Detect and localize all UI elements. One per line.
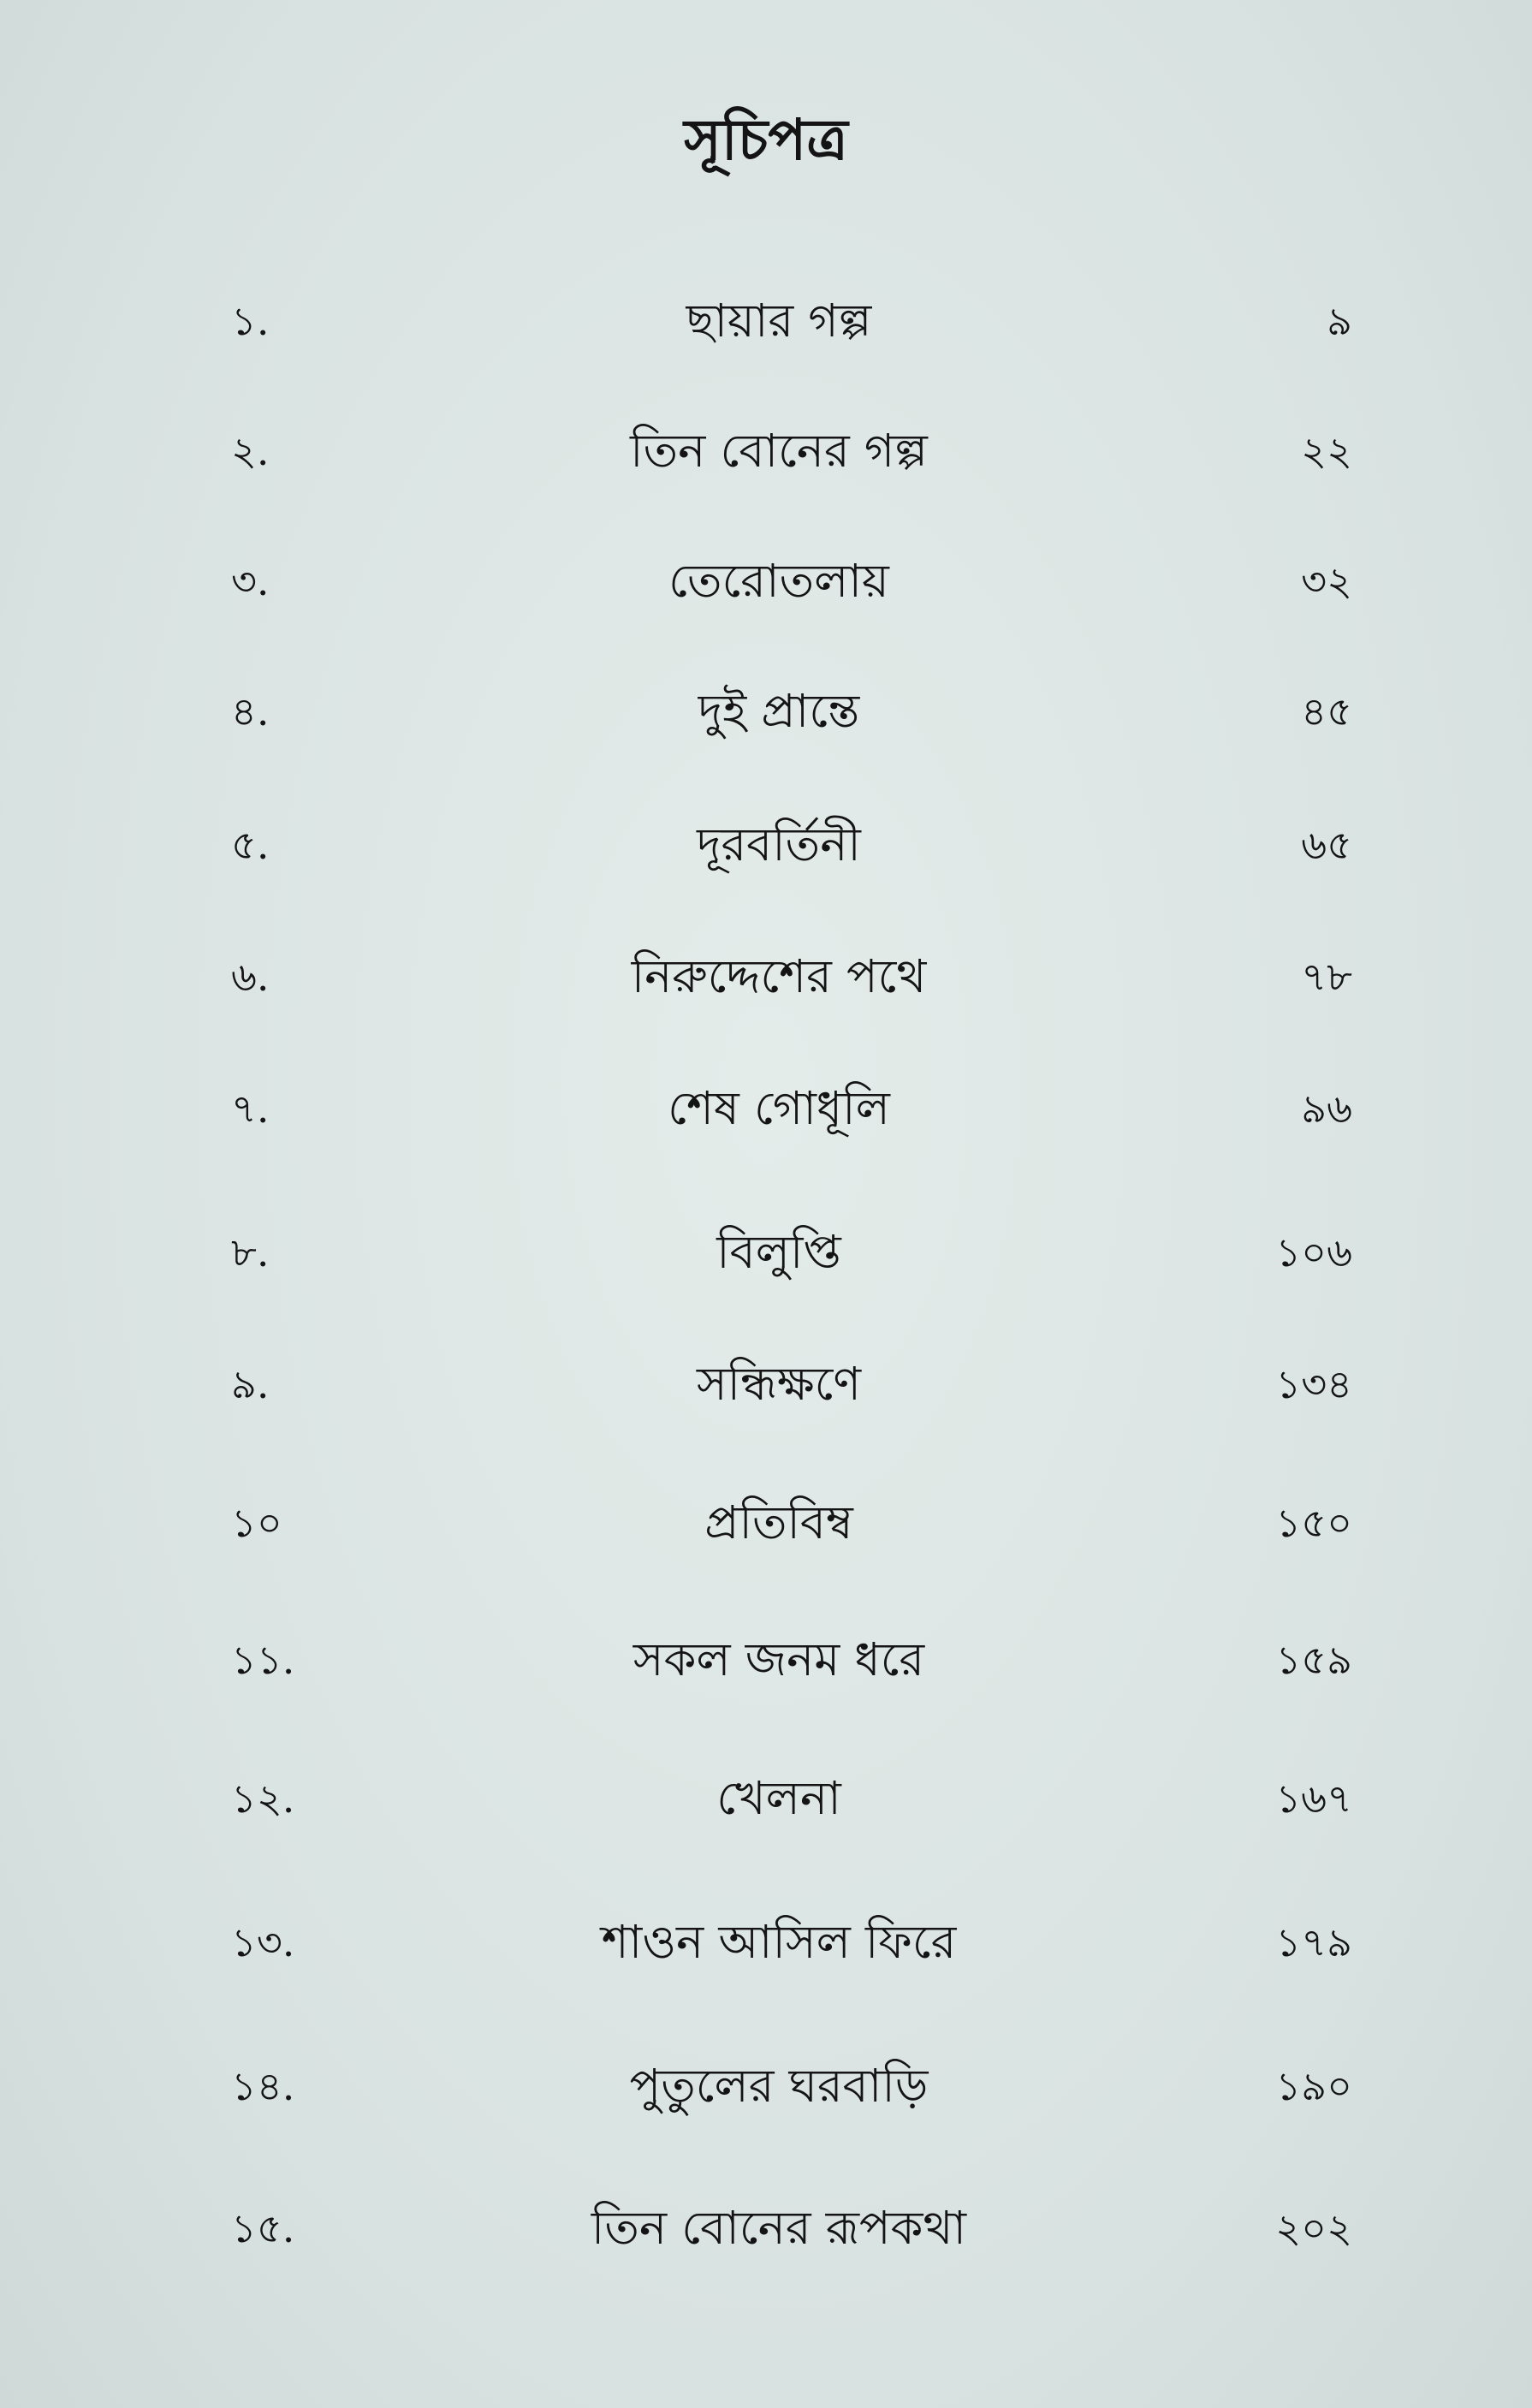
toc-entry xyxy=(0,1484,1532,1561)
entry-page: ১৩৪ xyxy=(1275,1361,1352,1407)
entry-number: ১১. xyxy=(231,1637,295,1683)
entry-title: সন্ধিক্ষণে xyxy=(697,1357,861,1411)
entry-number: ৮. xyxy=(231,1229,270,1275)
entry-title: তিন বোনের রূপকথা xyxy=(591,2201,967,2255)
entry-page: ২২ xyxy=(1301,428,1352,474)
toc-entry xyxy=(0,1760,1532,1837)
entry-title: প্রতিবিম্ব xyxy=(704,1495,853,1549)
entry-page: ৪৫ xyxy=(1301,688,1352,734)
entry-number: ৩. xyxy=(231,558,270,604)
entry-number: ৪. xyxy=(231,688,270,734)
entry-title: তেরোতলায় xyxy=(668,554,889,608)
entry-page: ১৬৭ xyxy=(1275,1775,1352,1822)
entry-number: ৬. xyxy=(231,954,270,1000)
toc-entry xyxy=(0,673,1532,750)
entry-number: ৯. xyxy=(231,1361,270,1407)
toc-entry xyxy=(0,1214,1532,1291)
entry-number: ১৫. xyxy=(231,2205,295,2251)
toc-entry xyxy=(0,1070,1532,1147)
entry-number: ২. xyxy=(231,428,270,474)
entry-page: ১৫৯ xyxy=(1275,1637,1352,1683)
toc-entry xyxy=(0,806,1532,883)
toc-entry xyxy=(0,282,1532,360)
entry-page: ৬৫ xyxy=(1301,822,1352,868)
entry-number: ১৩. xyxy=(231,1919,295,1965)
toc-entry xyxy=(0,1346,1532,1423)
entry-page: ৯৬ xyxy=(1301,1085,1352,1132)
entry-page: ১৫০ xyxy=(1275,1500,1352,1546)
entry-title: শেষ গোধূলি xyxy=(668,1081,890,1135)
entry-number: ১. xyxy=(231,298,270,344)
entry-title: খেলনা xyxy=(716,1771,841,1825)
entry-page: ৭৮ xyxy=(1301,954,1352,1000)
entry-title: দুই প্রান্তে xyxy=(698,684,860,738)
toc-entry xyxy=(0,938,1532,1015)
entry-title: ছায়ার গল্প xyxy=(686,294,872,348)
entry-number: ১৪. xyxy=(231,2063,295,2109)
entry-number: ১০ xyxy=(231,1500,282,1546)
entry-number: ৫. xyxy=(231,822,270,868)
toc-entry xyxy=(0,2190,1532,2267)
toc-entry xyxy=(0,543,1532,620)
entry-title: বিলুপ্তি xyxy=(716,1225,841,1279)
entry-title: পুতুলের ঘরবাড়ি xyxy=(629,2059,929,2113)
toc-entry xyxy=(0,1904,1532,1981)
entry-number: ১২. xyxy=(231,1775,295,1822)
entry-title: তিন বোনের গল্প xyxy=(630,424,928,478)
entry-page: ২০২ xyxy=(1275,2205,1352,2251)
entry-page: ১০৬ xyxy=(1275,1229,1352,1275)
page-title: সূচিপত্র xyxy=(684,106,848,173)
entry-page: ১৭৯ xyxy=(1275,1919,1352,1965)
entry-page: ১৯০ xyxy=(1275,2063,1352,2109)
entry-title: শাওন আসিল ফিরে xyxy=(601,1915,957,1969)
entry-title: দূরবর্তিনী xyxy=(697,818,861,871)
entry-page: ৩২ xyxy=(1301,558,1352,604)
toc-entry xyxy=(0,413,1532,490)
toc-entry xyxy=(0,1621,1532,1698)
toc-entry xyxy=(0,2048,1532,2125)
entry-number: ৭. xyxy=(231,1085,270,1132)
entry-page: ৯ xyxy=(1327,298,1352,344)
entry-title: নিরুদ্দেশের পথে xyxy=(631,949,927,1003)
entry-title: সকল জনম ধরে xyxy=(632,1632,925,1686)
